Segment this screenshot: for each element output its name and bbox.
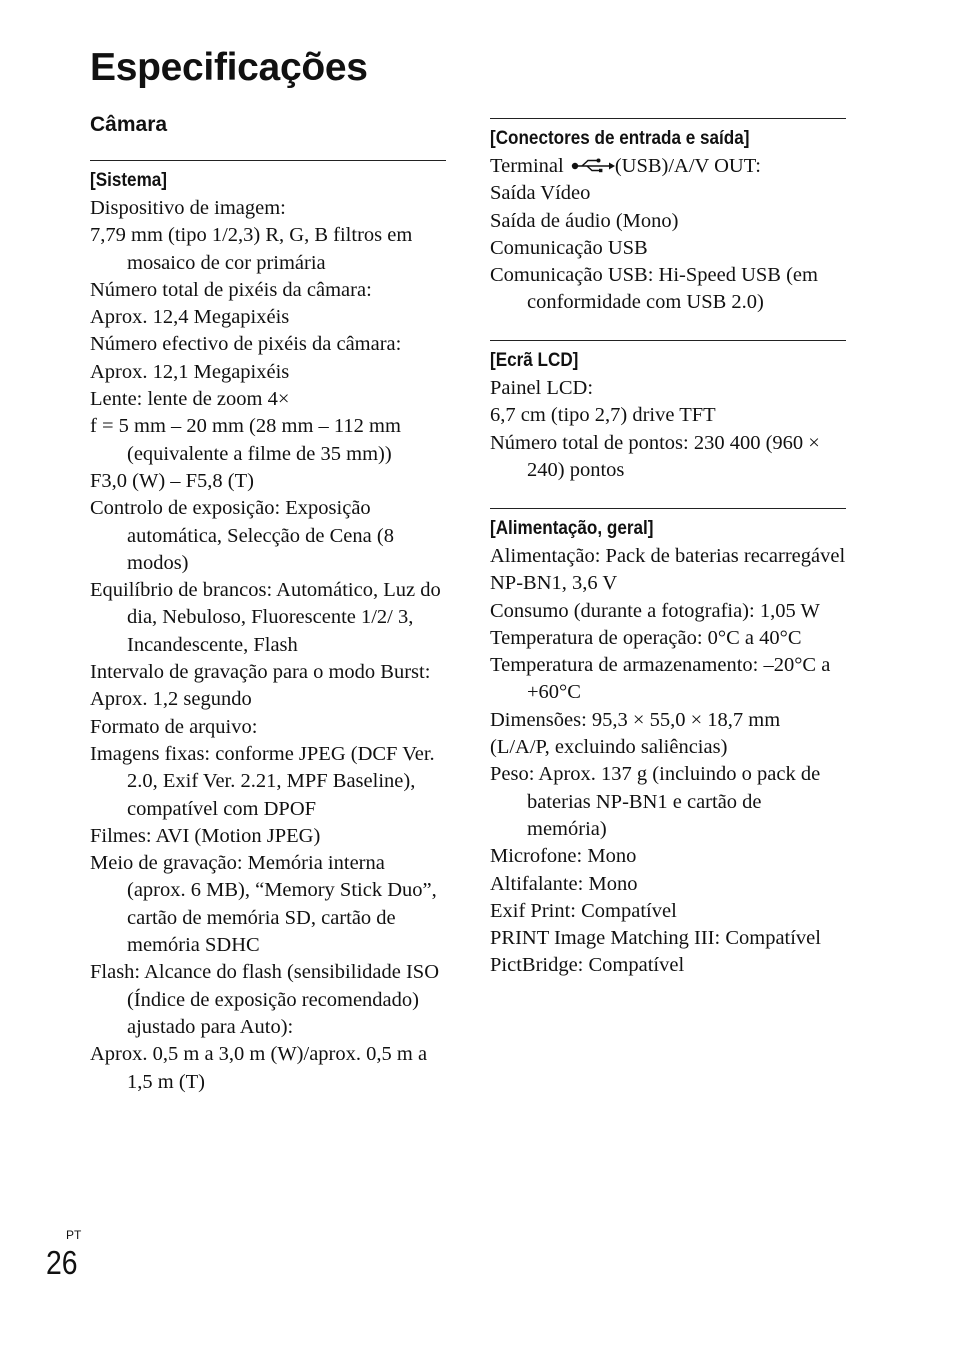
- alimentacao-section: [490, 508, 846, 980]
- spec-line: Altifalante: Mono: [490, 872, 638, 895]
- section-heading-sistema: [Sistema]: [90, 170, 167, 191]
- usb-icon: [569, 157, 615, 173]
- spec-item: [90, 714, 446, 850]
- spec-line: Microfone: Mono: [490, 845, 637, 868]
- section-heading-conectores: [Conectores de entrada e saída]: [490, 128, 750, 149]
- spec-item: [90, 577, 446, 659]
- terminal-suffix: (USB)/A/V OUT:: [614, 155, 761, 177]
- spec-item: [490, 543, 846, 598]
- spec-line: Alimentação: Pack de baterias recarregável: [490, 545, 846, 567]
- spec-item: [490, 707, 846, 762]
- spec-line: PictBridge: Compatível: [490, 954, 685, 977]
- spec-line: Consumo (durante a fotografia): 1,05 W: [490, 599, 820, 622]
- spec-line: Saída de áudio (Mono): [490, 209, 679, 232]
- spec-line: 7,79 mm (tipo 1/2,3) R, G, B filtros em mosaico de cor primária: [90, 224, 413, 274]
- spec-line: Filmes: AVI (Motion JPEG): [90, 824, 321, 847]
- spec-item: [90, 850, 446, 959]
- spec-line: Meio de gravação: Memória interna (aprox. 6 MB), “Memory Stick Duo”, cartão de memória SD, cartão de memória SDHC: [90, 852, 437, 957]
- spec-list: [490, 262, 846, 317]
- camera-subsection-title: Câmara: [90, 113, 168, 136]
- spec-line: Aprox. 1,2 segundo: [90, 688, 252, 711]
- section-divider: [490, 118, 846, 119]
- spec-line: Imagens fixas: conforme JPEG (DCF Ver. 2.0, Exif Ver. 2.21, MPF Baseline), compatível com DPOF: [90, 742, 435, 820]
- conectores-section: [490, 118, 846, 317]
- spec-line: Aprox. 0,5 m a 3,0 m (W)/aprox. 0,5 m a 1,5 m (T): [90, 1043, 428, 1093]
- spec-line: (L/A/P, excluindo saliências): [490, 736, 728, 759]
- terminal-prefix: Terminal: [490, 155, 564, 177]
- spec-list: [490, 153, 846, 262]
- spec-line: Aprox. 12,4 Megapixéis: [90, 306, 290, 329]
- spec-line: NP-BN1, 3,6 V: [490, 572, 618, 595]
- section-heading-ecra: [Ecrã LCD]: [490, 350, 579, 371]
- spec-line: Exif Print: Compatível: [490, 899, 677, 922]
- spec-item: [490, 871, 846, 898]
- spec-line: Intervalo de gravação para o modo Burst:: [90, 661, 431, 684]
- spec-item: [90, 331, 446, 386]
- spec-line: Formato de arquivo:: [90, 715, 258, 738]
- sistema-section: [90, 160, 446, 1096]
- spec-item: [90, 959, 446, 1095]
- spec-list: [90, 195, 446, 1096]
- spec-item: [90, 195, 446, 277]
- spec-line: Dispositivo de imagem:: [90, 197, 286, 219]
- spec-item: [490, 952, 846, 979]
- spec-line: Dimensões: 95,3 × 55,0 × 18,7 mm: [490, 708, 781, 731]
- spec-line: Comunicação USB: [490, 236, 648, 259]
- spec-line: Painel LCD:: [490, 377, 594, 399]
- section-divider: [490, 340, 846, 341]
- spec-line: Comunicação USB: Hi-Speed USB (em conformidade com USB 2.0): [490, 264, 818, 314]
- spec-line: Temperatura de operação: 0°C a 40°C: [490, 626, 802, 649]
- spec-item: [490, 652, 846, 707]
- spec-line: Flash: Alcance do flash (sensibilidade ISO (Índice de exposição recomendado) ajustado para Auto):: [90, 961, 440, 1038]
- spec-line: Temperatura de armazenamento: –20°C a +60°C: [490, 654, 831, 704]
- spec-line: f = 5 mm – 20 mm (28 mm – 112 mm (equivalente a filme de 35 mm)): [90, 415, 401, 465]
- spec-item: [90, 659, 446, 714]
- spec-line: 6,7 cm (tipo 2,7) drive TFT: [490, 404, 716, 427]
- spec-line: Controlo de exposição: Exposição automática, Selecção de Cena (8 modos): [90, 497, 394, 574]
- page-title: Especificações: [90, 46, 368, 89]
- spec-item: [90, 386, 446, 495]
- spec-line: Número efectivo de pixéis da câmara:: [90, 333, 402, 356]
- spec-item: [90, 277, 446, 332]
- spec-line: PRINT Image Matching III: Compatível: [490, 927, 821, 950]
- page-number: 26: [46, 1244, 78, 1281]
- section-divider: [90, 160, 446, 161]
- spec-line: [490, 153, 846, 180]
- spec-line: Saída Vídeo: [490, 182, 591, 205]
- spec-list: [490, 543, 846, 980]
- spec-item: [490, 375, 846, 484]
- spec-item: [490, 843, 846, 870]
- spec-line: Número total de pixéis da câmara:: [90, 278, 372, 301]
- spec-item: [490, 625, 846, 652]
- spec-line: Aprox. 12,1 Megapixéis: [90, 360, 290, 383]
- language-label: PT: [66, 1228, 82, 1242]
- spec-item-terminal: [490, 153, 846, 262]
- ecra-section: [490, 340, 846, 484]
- section-divider: [490, 508, 846, 509]
- spec-line: F3,0 (W) – F5,8 (T): [90, 469, 254, 492]
- spec-line: Equilíbrio de brancos: Automático, Luz do dia, Nebuloso, Fluorescente 1/2/ 3, Incandescente, Flash: [90, 579, 441, 656]
- spec-line: Peso: Aprox. 137 g (incluindo o pack de baterias NP-BN1 e cartão de memória): [490, 763, 821, 840]
- spec-item: [490, 598, 846, 625]
- spec-item: [490, 925, 846, 952]
- section-heading-alimentacao: [Alimentação, geral]: [490, 518, 654, 539]
- spec-line: Número total de pontos: 230 400 (960 × 240) pontos: [490, 431, 820, 481]
- spec-item: [90, 495, 446, 577]
- spec-line: Lente: lente de zoom 4×: [90, 388, 290, 411]
- spec-item: [490, 898, 846, 925]
- spec-list: [490, 375, 846, 484]
- spec-item: [490, 761, 846, 843]
- spec-item: [490, 262, 846, 317]
